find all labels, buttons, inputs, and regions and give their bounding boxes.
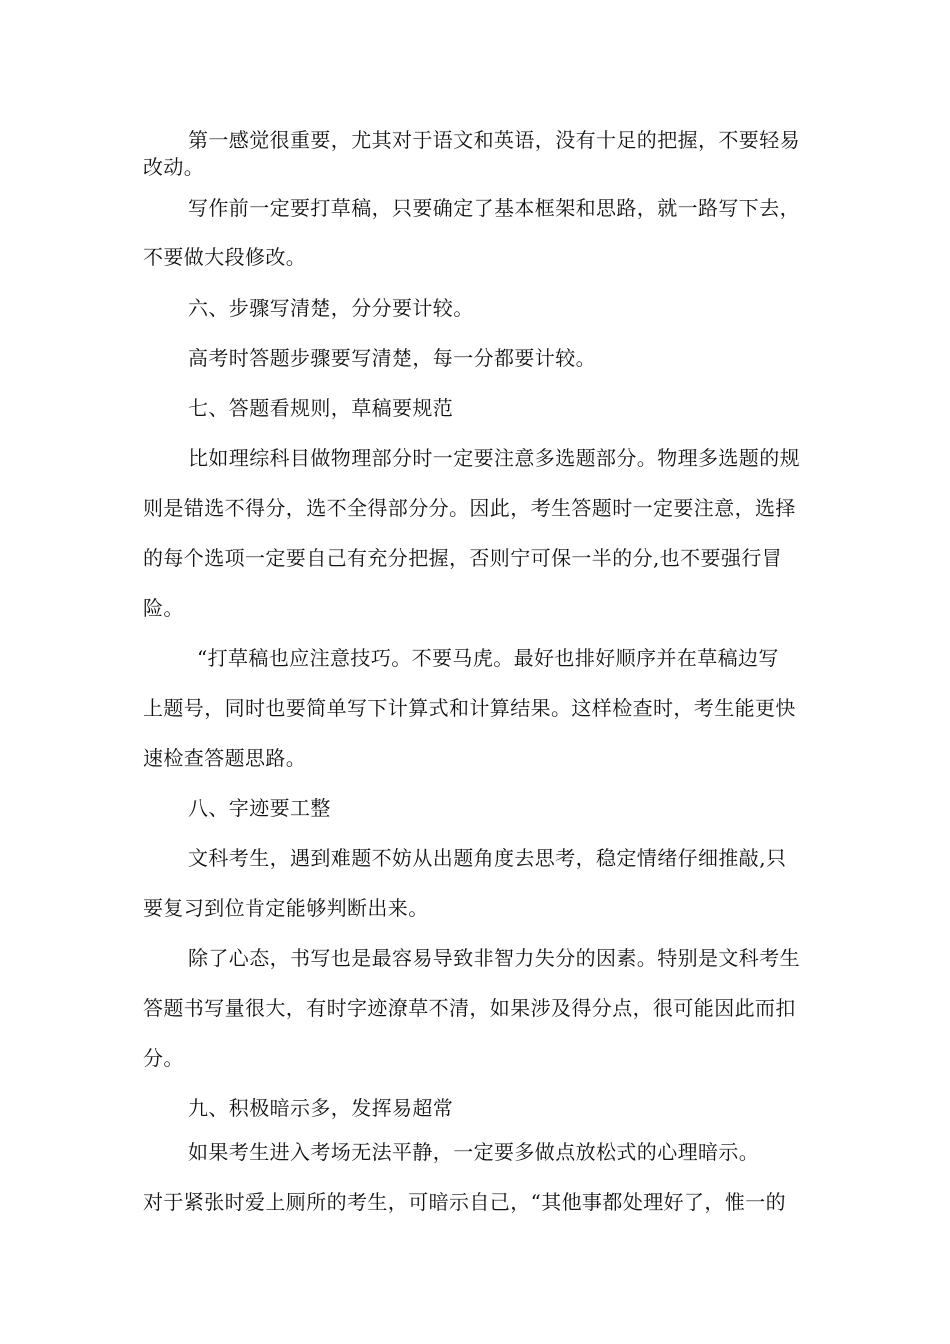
paragraph-line: 改动。 <box>143 155 205 179</box>
paragraph-line: 文科考生，遇到难题不妨从出题角度去思考，稳定情绪仔细推敲,只 <box>188 846 787 870</box>
paragraph-line: 的每个选项一定要自己有充分把握，否则宁可保一半的分,也不要强行冒 <box>143 546 783 570</box>
section-heading: 九、积极暗示多，发挥易超常 <box>188 1096 454 1120</box>
section-heading: 七、答题看规则，草稿要规范 <box>188 396 454 420</box>
paragraph-line: 上题号，同时也要简单写下计算式和计算结果。这样检查时，考生能更快 <box>143 696 796 720</box>
paragraph-line: 如果考生进入考场无法平静，一定要多做点放松式的心理暗示。 <box>188 1140 760 1164</box>
section-heading: 八、字迹要工整 <box>188 796 331 820</box>
paragraph-line: “打草稿也应注意技巧。不要马虎。最好也排好顺序并在草稿边写 <box>197 646 779 670</box>
paragraph-line: 写作前一定要打草稿，只要确定了基本框架和思路，就一路写下去， <box>188 196 800 220</box>
paragraph-line: 高考时答题步骤要写清楚，每一分都要计较。 <box>188 346 596 370</box>
section-heading: 六、步骤写清楚，分分要计较。 <box>188 296 474 320</box>
paragraph-line: 险。 <box>143 596 184 620</box>
paragraph-line: 则是错选不得分，选不全得部分分。因此，考生答题时一定要注意，选择 <box>143 496 796 520</box>
paragraph-line: 对于紧张时爱上厕所的考生，可暗示自己，“其他事都处理好了，惟一的 <box>143 1190 787 1214</box>
paragraph-line: 不要做大段修改。 <box>143 245 307 269</box>
paragraph-line: 答题书写量很大，有时字迹潦草不清，如果涉及得分点，很可能因此而扣 <box>143 996 796 1020</box>
paragraph-line: 比如理综科目做物理部分时一定要注意多选题部分。物理多选题的规 <box>188 446 800 470</box>
paragraph-line: 要复习到位肯定能够判断出来。 <box>143 896 429 920</box>
paragraph-line: 速检查答题思路。 <box>143 746 307 770</box>
paragraph-line: 第一感觉很重要，尤其对于语文和英语，没有十足的把握，不要轻易 <box>188 128 800 152</box>
paragraph-line: 分。 <box>143 1046 184 1070</box>
paragraph-line: 除了心态，书写也是最容易导致非智力失分的因素。特别是文科考生 <box>188 946 800 970</box>
